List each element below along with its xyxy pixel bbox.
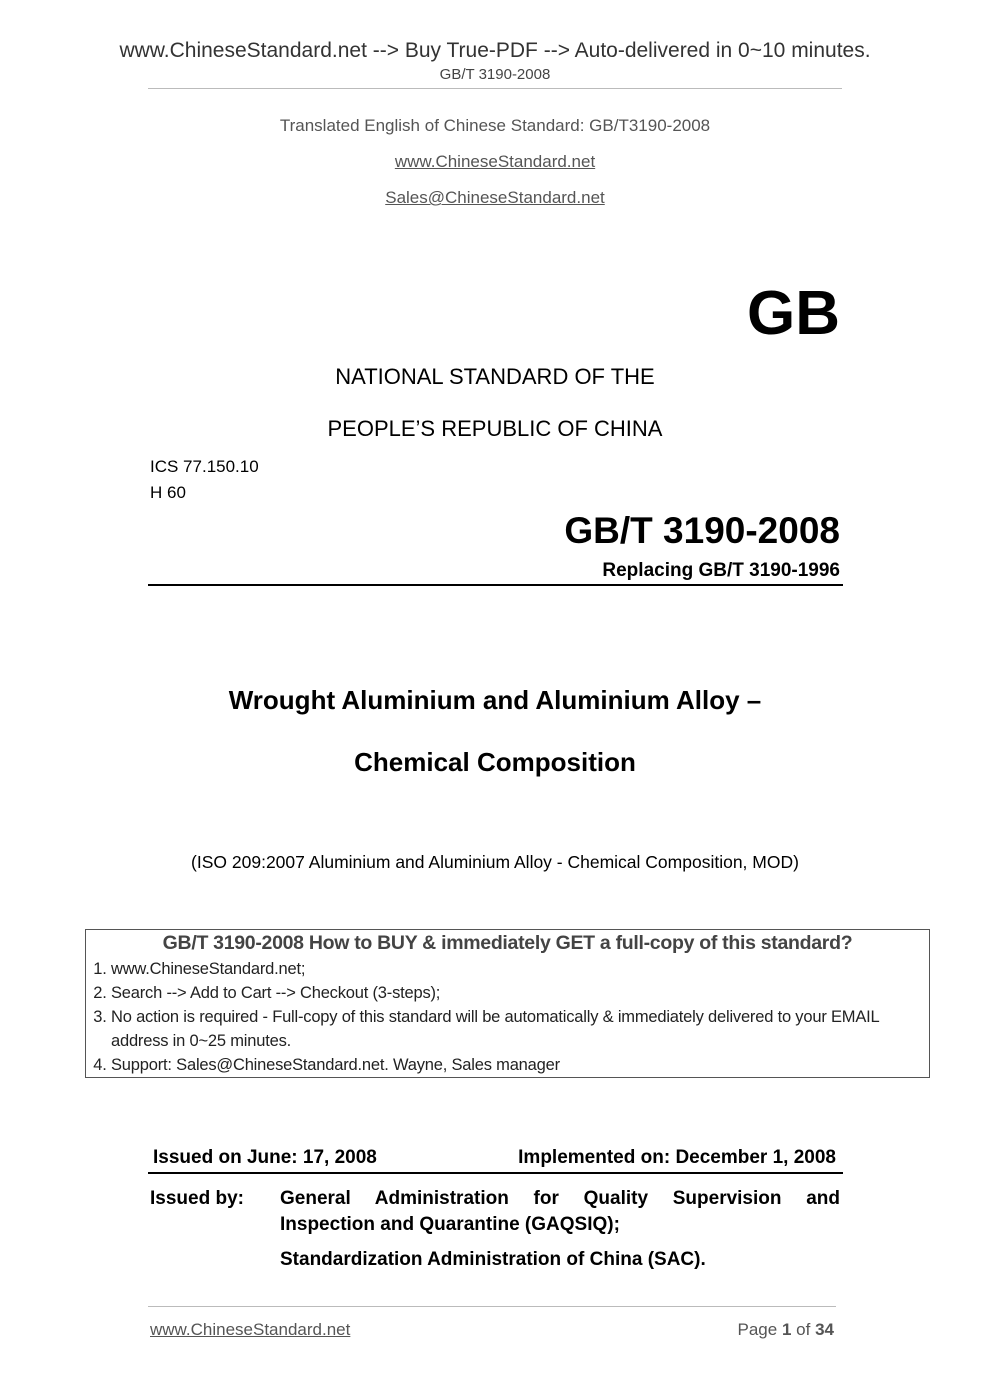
cover-divider <box>148 584 843 586</box>
page-total: 34 <box>815 1320 834 1339</box>
footer-divider <box>148 1306 836 1307</box>
page-number: 1 <box>781 1320 792 1339</box>
page-indicator <box>738 1320 834 1340</box>
header-divider <box>148 88 842 89</box>
translated-line: Translated English of Chinese Standard: GB/T3190-2008 <box>279 116 711 135</box>
issued-by <box>150 1186 840 1273</box>
standard-code: GB/T 3190-2008 <box>564 510 840 551</box>
national-line-2: PEOPLE’S REPUBLIC OF CHINA <box>327 416 663 441</box>
header-doc-id: GB/T 3190-2008 <box>439 66 551 83</box>
gb-logo: GB <box>747 279 840 348</box>
ics-code: ICS 77.150.10 <box>150 457 259 476</box>
h-code: H 60 <box>150 483 186 502</box>
email-link[interactable]: Sales@ChineseStandard.net <box>385 188 605 207</box>
buy-step: 1. www.ChineseStandard.net; <box>111 957 929 981</box>
title-line-1: Wrought Aluminium and Aluminium Alloy – <box>228 685 762 715</box>
buy-box <box>85 929 930 1078</box>
footer-website-link[interactable]: www.ChineseStandard.net <box>150 1320 351 1339</box>
issued-by-org-2: Standardization Administration of China (SAC). <box>280 1249 706 1270</box>
buy-step: 3. No action is required - Full-copy of this standard will be automatically & immediately delivered to your EMAIL address in 0~25 minutes. <box>111 1005 929 1053</box>
title-line-2: Chemical Composition <box>354 747 636 777</box>
page-of: of <box>796 1320 811 1339</box>
buy-box-title: GB/T 3190-2008 How to BUY & immediately GET a full-copy of this standard? <box>162 932 853 954</box>
issued-date: Issued on June: 17, 2008 <box>153 1147 377 1168</box>
national-line-1: NATIONAL STANDARD OF THE <box>335 364 655 389</box>
website-link[interactable]: www.ChineseStandard.net <box>394 152 596 171</box>
issued-by-org-1: General Administration for Quality Supervision and Inspection and Quarantine (GAQSIQ); <box>280 1188 840 1235</box>
buy-step: 2. Search --> Add to Cart --> Checkout (3-steps); <box>111 981 929 1005</box>
implemented-date: Implemented on: December 1, 2008 <box>518 1147 836 1168</box>
dates-divider <box>148 1172 843 1174</box>
top-banner: www.ChineseStandard.net --> Buy True-PDF --> Auto-delivered in 0~10 minutes. <box>119 39 871 62</box>
issued-by-label: Issued by: <box>150 1188 244 1209</box>
page-label: Page <box>737 1320 778 1339</box>
replacing-code: Replacing GB/T 3190-1996 <box>602 560 840 581</box>
iso-reference: (ISO 209:2007 Aluminium and Aluminium Alloy - Chemical Composition, MOD) <box>191 852 799 872</box>
buy-step: 4. Support: Sales@ChineseStandard.net. Wayne, Sales manager <box>111 1053 929 1077</box>
